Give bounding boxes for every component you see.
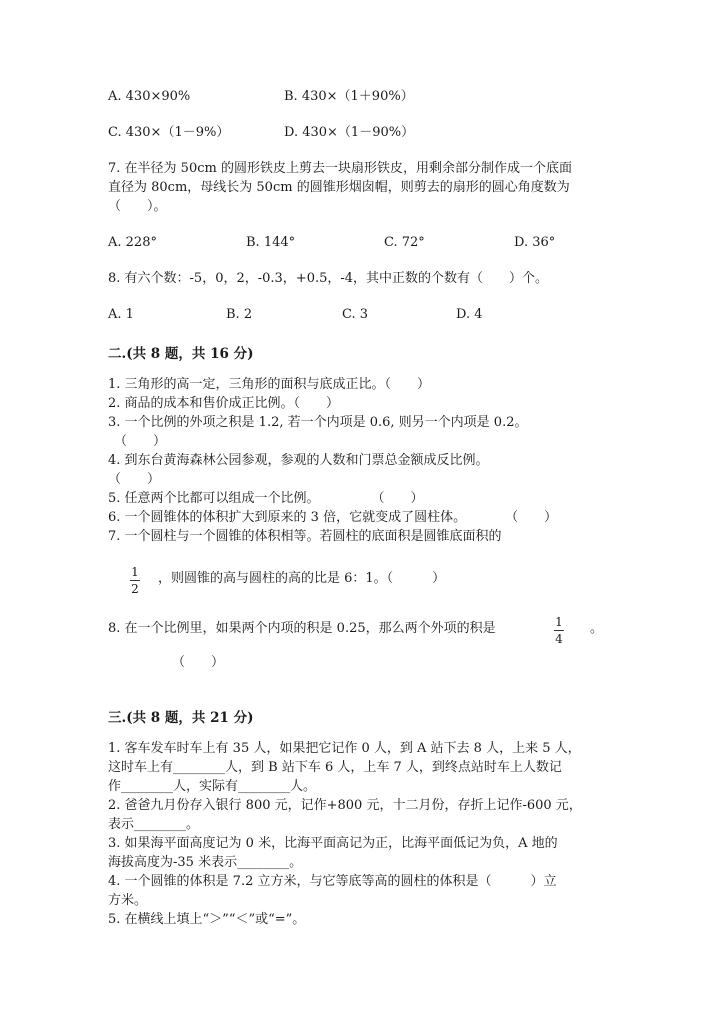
q6-option-c: C. 430×（1－9%） <box>108 125 230 140</box>
fraction-denominator: 4 <box>555 632 563 646</box>
s2-item-2: 2. 商品的成本和售价成正比例。（ ） <box>108 396 340 411</box>
s2-item-5: 5. 任意两个比都可以组成一个比例。 （ ） <box>108 491 424 506</box>
s2-item-4-paren: （ ） <box>108 472 161 487</box>
q7-line-3: （ ）。 <box>108 199 167 214</box>
s3-line-6: 3. 如果海平面高度记为 0 米，比海平面高记为正，比海平面低记为负，A 地的 <box>108 836 558 851</box>
q8-option-d: D. 4 <box>456 307 483 322</box>
s3-line-9: 方米。 <box>108 893 148 908</box>
s2-item-3-paren: （ ） <box>114 434 167 449</box>
s3-line-2: 这时车上有________人，到 B 站下车 6 人，上车 7 人，到终点站时车上人数记 <box>108 760 562 775</box>
fraction-bar <box>130 580 140 581</box>
s3-line-3: 作________人，实际有________人。 <box>108 779 317 794</box>
s3-line-10: 5. 在横线上填上“＞”“＜”或“=”。 <box>108 912 306 927</box>
s2-item-4: 4. 到东台黄海森林公园参观，参观的人数和门票总金额成反比例。 <box>108 453 489 468</box>
s2-q8-fraction <box>554 615 564 646</box>
section-3-title: 三.(共 8 题，共 21 分) <box>108 710 254 726</box>
q6-option-b: B. 430×（1＋90%） <box>284 89 414 104</box>
s3-line-1: 1. 客车发车时车上有 35 人，如果把它记作 0 人，到 A 站下去 8 人，上来 5 人， <box>108 741 581 756</box>
s2-item-6: 6. 一个圆锥体的体积扩大到原来的 3 倍，它就变成了圆柱体。 （ ） <box>108 510 558 525</box>
fraction-bar <box>554 630 564 631</box>
s3-line-8: 4. 一个圆锥的体积是 7.2 立方米，与它等底等高的圆柱的体积是（ ）立 <box>108 874 557 889</box>
s2-item-7-tail: ，则圆锥的高与圆柱的高的比是 6：1。（ ） <box>158 571 446 586</box>
q7-line-2: 直径为 80cm，母线长为 50cm 的圆锥形烟囱帽，则剪去的扇形的圆心角度数为 <box>108 180 570 195</box>
s3-line-5: 表示________。 <box>108 817 200 832</box>
s2-item-7: 7. 一个圆柱与一个圆锥的体积相等。若圆柱的底面积是圆锥底面积的 <box>108 529 502 544</box>
q8-option-b: B. 2 <box>226 307 253 322</box>
s2-item-3: 3. 一个比例的外项之积是 1.2, 若一个内项是 0.6, 则另一个内项是 0.2。 <box>108 415 528 430</box>
q7-option-d: D. 36° <box>514 235 556 250</box>
q6-option-d: D. 430×（1－90%） <box>284 125 415 140</box>
s2-item-8-paren: （ ） <box>172 655 225 670</box>
s3-line-7: 海拔高度为-35 米表示________。 <box>108 855 303 870</box>
s2-item-8: 8. 在一个比例里，如果两个内项的积是 0.25，那么两个外项的积是 <box>108 621 496 636</box>
s2-q7-fraction <box>130 565 140 596</box>
q7-option-b: B. 144° <box>246 235 296 250</box>
q8-text: 8. 有六个数：-5，0，2，-0.3，+0.5，-4，其中正数的个数有（ ）个。 <box>108 271 549 286</box>
section-2-title: 二.(共 8 题，共 16 分) <box>108 346 254 362</box>
fraction-numerator: 1 <box>555 615 563 629</box>
q7-option-c: C. 72° <box>384 235 425 250</box>
s2-item-8-tail: 。 <box>590 621 604 636</box>
q7-line-1: 7. 在半径为 50cm 的圆形铁皮上剪去一块扇形铁皮，用剩余部分制作成一个底面 <box>108 161 572 176</box>
q7-option-a: A. 228° <box>108 235 157 250</box>
q8-option-c: C. 3 <box>342 307 369 322</box>
s2-item-1: 1. 三角形的高一定，三角形的面积与底成正比。（ ） <box>108 377 431 392</box>
fraction-numerator: 1 <box>131 565 139 579</box>
s3-line-4: 2. 爸爸九月份存入银行 800 元，记作+800 元，十二月份，存折上记作-600 元， <box>108 798 582 813</box>
q8-option-a: A. 1 <box>108 307 134 322</box>
fraction-denominator: 2 <box>131 582 139 596</box>
q6-option-a: A. 430×90% <box>108 89 191 104</box>
